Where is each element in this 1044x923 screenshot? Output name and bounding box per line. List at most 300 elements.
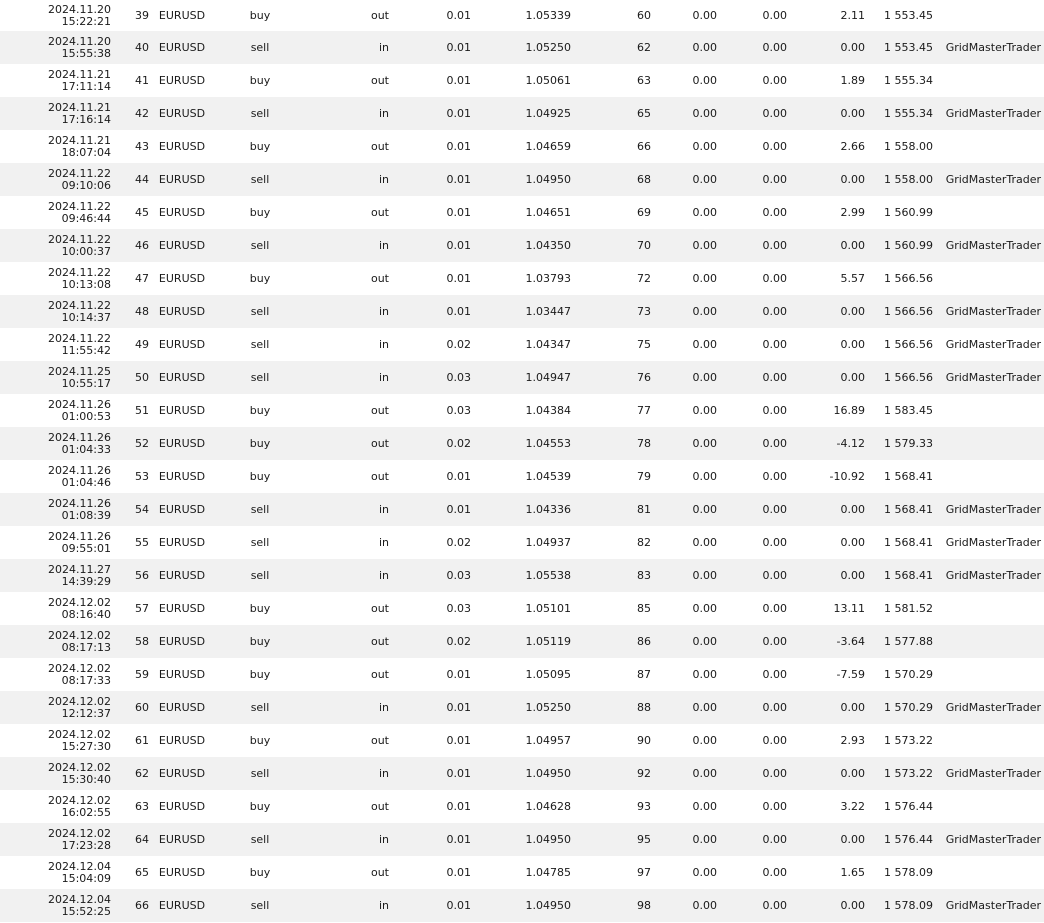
order-cell: 76 xyxy=(574,361,654,394)
price-cell: 1.03447 xyxy=(474,295,574,328)
time-cell xyxy=(0,658,114,691)
time-cell xyxy=(0,229,114,262)
time-cell xyxy=(0,196,114,229)
price-cell: 1.05119 xyxy=(474,625,574,658)
time-cell xyxy=(0,757,114,790)
comment-cell: GridMasterTrader xyxy=(945,536,1041,549)
balance-cell: 1 566.56 xyxy=(884,272,933,285)
deal-number-cell: 65 xyxy=(135,866,149,879)
time-clock: 15:55:38 xyxy=(61,46,111,60)
table-row[interactable] xyxy=(0,97,1044,130)
time-cell xyxy=(0,262,114,295)
profit-cell: 0.00 xyxy=(840,338,865,351)
time-clock: 17:11:14 xyxy=(61,79,111,93)
symbol-cell: EURUSD xyxy=(152,625,212,658)
direction-cell: in xyxy=(308,823,392,856)
deal-number-cell: 62 xyxy=(114,757,152,790)
comment-cell xyxy=(936,427,1044,460)
symbol-cell: EURUSD xyxy=(152,427,212,460)
profit-cell: 0.00 xyxy=(790,757,868,790)
deal-number-cell: 53 xyxy=(135,470,149,483)
order-cell: 68 xyxy=(574,163,654,196)
type-cell: sell xyxy=(212,889,308,922)
deal-number-cell: 60 xyxy=(114,691,152,724)
direction-cell: in xyxy=(378,338,389,351)
table-row[interactable] xyxy=(0,394,1044,427)
price-cell: 1.04947 xyxy=(474,361,574,394)
balance-cell: 1 555.34 xyxy=(868,97,936,130)
swap-cell: 0.00 xyxy=(762,206,787,219)
balance-cell: 1 568.41 xyxy=(868,493,936,526)
volume-cell: 0.01 xyxy=(392,163,474,196)
time-date: 2024.11.26 xyxy=(48,496,111,510)
table-row[interactable] xyxy=(0,790,1044,823)
volume-cell: 0.03 xyxy=(392,361,474,394)
symbol-cell: EURUSD xyxy=(158,800,206,813)
time-clock: 11:55:42 xyxy=(61,343,111,357)
type-cell: buy xyxy=(249,272,271,285)
time-cell xyxy=(0,823,114,856)
comment-cell xyxy=(936,196,1044,229)
swap-cell: 0.00 xyxy=(720,559,790,592)
symbol-cell: EURUSD xyxy=(158,9,206,22)
table-row[interactable] xyxy=(0,493,1044,526)
comment-cell xyxy=(936,0,1044,31)
table-row[interactable] xyxy=(0,559,1044,592)
direction-cell: out xyxy=(370,404,389,417)
type-cell: buy xyxy=(249,734,271,747)
volume-cell: 0.01 xyxy=(392,823,474,856)
deal-number-cell: 42 xyxy=(114,97,152,130)
price-cell: 1.04950 xyxy=(474,823,574,856)
swap-cell: 0.00 xyxy=(720,31,790,64)
type-cell: sell xyxy=(212,823,308,856)
commission-cell: 0.00 xyxy=(654,361,720,394)
table-row[interactable] xyxy=(0,592,1044,625)
deal-number-cell: 55 xyxy=(135,536,149,549)
swap-cell: 0.00 xyxy=(762,668,787,681)
profit-cell: 2.66 xyxy=(840,140,865,153)
type-cell: sell xyxy=(212,295,308,328)
balance-cell: 1 555.34 xyxy=(884,74,933,87)
type-cell: sell xyxy=(212,757,308,790)
type-cell: buy xyxy=(212,427,308,460)
order-cell: 86 xyxy=(574,625,654,658)
swap-cell: 0.00 xyxy=(762,338,787,351)
order-cell: 72 xyxy=(637,272,651,285)
deal-number-cell: 48 xyxy=(114,295,152,328)
time-date: 2024.11.22 xyxy=(48,232,111,246)
time-date: 2024.12.02 xyxy=(48,760,111,774)
time-date: 2024.11.21 xyxy=(48,100,111,114)
symbol-cell: EURUSD xyxy=(152,493,212,526)
table-row[interactable] xyxy=(0,295,1044,328)
time-cell xyxy=(0,493,114,526)
time-cell xyxy=(0,427,114,460)
time-date: 2024.12.02 xyxy=(48,793,111,807)
commission-cell: 0.00 xyxy=(654,889,720,922)
balance-cell: 1 576.44 xyxy=(884,800,933,813)
table-row[interactable] xyxy=(0,460,1044,493)
type-cell: buy xyxy=(249,404,271,417)
balance-cell: 1 568.41 xyxy=(884,536,933,549)
profit-cell: -3.64 xyxy=(790,625,868,658)
time-cell xyxy=(0,460,114,493)
type-cell: buy xyxy=(249,206,271,219)
volume-cell: 0.01 xyxy=(446,470,471,483)
deal-number-cell: 61 xyxy=(135,734,149,747)
direction-cell: in xyxy=(308,295,392,328)
profit-cell: -4.12 xyxy=(790,427,868,460)
comment-cell: GridMasterTrader xyxy=(936,757,1044,790)
order-cell: 93 xyxy=(637,800,651,813)
comment-cell xyxy=(936,460,1044,493)
balance-cell: 1 560.99 xyxy=(884,206,933,219)
profit-cell: -7.59 xyxy=(836,668,865,681)
deal-number-cell: 41 xyxy=(135,74,149,87)
balance-cell: 1 568.41 xyxy=(868,559,936,592)
order-cell: 83 xyxy=(574,559,654,592)
volume-cell: 0.01 xyxy=(446,9,471,22)
symbol-cell: EURUSD xyxy=(158,206,206,219)
table-row[interactable] xyxy=(0,0,1044,31)
time-clock: 09:10:06 xyxy=(61,178,111,192)
type-cell: sell xyxy=(212,229,308,262)
price-cell: 1.04659 xyxy=(525,140,571,153)
time-date: 2024.12.04 xyxy=(48,859,111,873)
table-row[interactable] xyxy=(0,526,1044,559)
profit-cell: 0.00 xyxy=(790,163,868,196)
time-clock: 01:04:46 xyxy=(61,475,111,489)
type-cell: sell xyxy=(212,31,308,64)
time-clock: 10:13:08 xyxy=(61,277,111,291)
direction-cell: out xyxy=(370,140,389,153)
table-row[interactable] xyxy=(0,196,1044,229)
comment-cell: GridMasterTrader xyxy=(945,338,1041,351)
swap-cell: 0.00 xyxy=(720,757,790,790)
profit-cell: 13.11 xyxy=(833,602,865,615)
price-cell: 1.05061 xyxy=(525,74,571,87)
order-cell: 73 xyxy=(574,295,654,328)
comment-cell xyxy=(936,724,1044,757)
balance-cell: 1 566.56 xyxy=(868,361,936,394)
time-date: 2024.12.02 xyxy=(48,694,111,708)
profit-cell: 0.00 xyxy=(790,493,868,526)
type-cell: sell xyxy=(212,97,308,130)
direction-cell: out xyxy=(308,427,392,460)
balance-cell: 1 570.29 xyxy=(884,668,933,681)
direction-cell: in xyxy=(308,757,392,790)
order-cell: 66 xyxy=(637,140,651,153)
symbol-cell: EURUSD xyxy=(152,229,212,262)
direction-cell: out xyxy=(370,800,389,813)
order-cell: 85 xyxy=(637,602,651,615)
commission-cell: 0.00 xyxy=(654,493,720,526)
direction-cell: out xyxy=(370,9,389,22)
order-cell: 70 xyxy=(574,229,654,262)
balance-cell: 1 568.41 xyxy=(884,470,933,483)
type-cell: buy xyxy=(249,74,271,87)
time-clock: 18:07:04 xyxy=(61,145,111,159)
volume-cell: 0.01 xyxy=(446,668,471,681)
order-cell: 87 xyxy=(637,668,651,681)
time-date: 2024.12.02 xyxy=(48,628,111,642)
swap-cell: 0.00 xyxy=(720,163,790,196)
symbol-cell: EURUSD xyxy=(152,163,212,196)
table-row[interactable] xyxy=(0,823,1044,856)
deal-number-cell: 40 xyxy=(114,31,152,64)
time-date: 2024.11.21 xyxy=(48,67,111,81)
swap-cell: 0.00 xyxy=(720,229,790,262)
price-cell: 1.04957 xyxy=(525,734,571,747)
order-cell: 81 xyxy=(574,493,654,526)
profit-cell: 2.99 xyxy=(840,206,865,219)
time-clock: 16:02:55 xyxy=(61,805,111,819)
volume-cell: 0.01 xyxy=(446,74,471,87)
direction-cell: in xyxy=(308,889,392,922)
table-row[interactable] xyxy=(0,856,1044,889)
volume-cell: 0.01 xyxy=(392,757,474,790)
price-cell: 1.04553 xyxy=(474,427,574,460)
direction-cell: out xyxy=(370,74,389,87)
balance-cell: 1 573.22 xyxy=(884,734,933,747)
type-cell: buy xyxy=(249,140,271,153)
time-clock: 17:23:28 xyxy=(61,838,111,852)
table-row[interactable] xyxy=(0,328,1044,361)
volume-cell: 0.01 xyxy=(392,295,474,328)
balance-cell: 1 558.00 xyxy=(868,163,936,196)
balance-cell: 1 578.09 xyxy=(868,889,936,922)
time-clock: 10:14:37 xyxy=(61,310,111,324)
symbol-cell: EURUSD xyxy=(152,295,212,328)
commission-cell: 0.00 xyxy=(692,140,717,153)
table-row[interactable] xyxy=(0,163,1044,196)
commission-cell: 0.00 xyxy=(654,559,720,592)
commission-cell: 0.00 xyxy=(654,625,720,658)
time-clock: 10:00:37 xyxy=(61,244,111,258)
time-date: 2024.11.25 xyxy=(48,364,111,378)
time-cell xyxy=(0,691,114,724)
direction-cell: out xyxy=(370,272,389,285)
price-cell: 1.05538 xyxy=(474,559,574,592)
swap-cell: 0.00 xyxy=(762,140,787,153)
volume-cell: 0.02 xyxy=(446,338,471,351)
time-date: 2024.11.22 xyxy=(48,331,111,345)
table-row[interactable] xyxy=(0,262,1044,295)
order-cell: 88 xyxy=(574,691,654,724)
deal-number-cell: 56 xyxy=(114,559,152,592)
profit-cell: 0.00 xyxy=(790,31,868,64)
order-cell: 98 xyxy=(574,889,654,922)
swap-cell: 0.00 xyxy=(762,272,787,285)
time-clock: 12:12:37 xyxy=(61,706,111,720)
time-date: 2024.11.26 xyxy=(48,463,111,477)
time-cell xyxy=(0,856,114,889)
symbol-cell: EURUSD xyxy=(152,559,212,592)
symbol-cell: EURUSD xyxy=(158,668,206,681)
time-date: 2024.12.02 xyxy=(48,595,111,609)
table-row[interactable] xyxy=(0,427,1044,460)
price-cell: 1.04336 xyxy=(474,493,574,526)
deal-number-cell: 49 xyxy=(135,338,149,351)
price-cell: 1.04628 xyxy=(525,800,571,813)
table-row[interactable] xyxy=(0,625,1044,658)
table-row[interactable] xyxy=(0,130,1044,163)
volume-cell: 0.01 xyxy=(392,889,474,922)
comment-cell: GridMasterTrader xyxy=(936,163,1044,196)
symbol-cell: EURUSD xyxy=(158,536,206,549)
commission-cell: 0.00 xyxy=(692,668,717,681)
symbol-cell: EURUSD xyxy=(158,602,206,615)
volume-cell: 0.01 xyxy=(392,229,474,262)
time-date: 2024.11.21 xyxy=(48,133,111,147)
profit-cell: -10.92 xyxy=(829,470,865,483)
commission-cell: 0.00 xyxy=(692,338,717,351)
deal-number-cell: 44 xyxy=(114,163,152,196)
time-cell xyxy=(0,592,114,625)
swap-cell: 0.00 xyxy=(720,295,790,328)
symbol-cell: EURUSD xyxy=(152,31,212,64)
volume-cell: 0.02 xyxy=(392,625,474,658)
commission-cell: 0.00 xyxy=(654,295,720,328)
profit-cell: 0.00 xyxy=(790,559,868,592)
table-row[interactable] xyxy=(0,229,1044,262)
time-cell xyxy=(0,361,114,394)
volume-cell: 0.03 xyxy=(392,559,474,592)
table-row[interactable] xyxy=(0,64,1044,97)
time-cell xyxy=(0,790,114,823)
order-cell: 78 xyxy=(574,427,654,460)
order-cell: 65 xyxy=(574,97,654,130)
volume-cell: 0.03 xyxy=(446,602,471,615)
time-cell xyxy=(0,625,114,658)
swap-cell: 0.00 xyxy=(762,74,787,87)
order-cell: 77 xyxy=(637,404,651,417)
direction-cell: in xyxy=(308,493,392,526)
table-row[interactable] xyxy=(0,31,1044,64)
symbol-cell: EURUSD xyxy=(158,866,206,879)
profit-cell: 2.11 xyxy=(840,9,865,22)
symbol-cell: EURUSD xyxy=(158,404,206,417)
commission-cell: 0.00 xyxy=(654,31,720,64)
table-row[interactable] xyxy=(0,658,1044,691)
deal-number-cell: 51 xyxy=(135,404,149,417)
profit-cell: 0.00 xyxy=(790,361,868,394)
symbol-cell: EURUSD xyxy=(158,74,206,87)
time-date: 2024.11.26 xyxy=(48,397,111,411)
symbol-cell: EURUSD xyxy=(158,470,206,483)
balance-cell: 1 560.99 xyxy=(868,229,936,262)
time-clock: 08:17:33 xyxy=(61,673,111,687)
time-clock: 10:55:17 xyxy=(61,376,111,390)
type-cell: buy xyxy=(249,602,271,615)
swap-cell: 0.00 xyxy=(720,427,790,460)
balance-cell: 1 553.45 xyxy=(884,9,933,22)
commission-cell: 0.00 xyxy=(654,757,720,790)
deal-number-cell: 64 xyxy=(114,823,152,856)
volume-cell: 0.01 xyxy=(446,206,471,219)
direction-cell: out xyxy=(370,866,389,879)
volume-cell: 0.01 xyxy=(446,734,471,747)
balance-cell: 1 577.88 xyxy=(868,625,936,658)
balance-cell: 1 566.56 xyxy=(884,338,933,351)
direction-cell: in xyxy=(308,361,392,394)
symbol-cell: EURUSD xyxy=(158,338,206,351)
balance-cell: 1 573.22 xyxy=(868,757,936,790)
table-row[interactable] xyxy=(0,691,1044,724)
balance-cell: 1 581.52 xyxy=(884,602,933,615)
deal-number-cell: 57 xyxy=(135,602,149,615)
table-row[interactable] xyxy=(0,361,1044,394)
time-cell xyxy=(0,0,114,31)
price-cell: 1.05339 xyxy=(525,9,571,22)
comment-cell xyxy=(936,625,1044,658)
price-cell: 1.04384 xyxy=(525,404,571,417)
time-clock: 15:30:40 xyxy=(61,772,111,786)
profit-cell: 0.00 xyxy=(790,691,868,724)
order-cell: 62 xyxy=(574,31,654,64)
time-clock: 14:39:29 xyxy=(61,574,111,588)
comment-cell: GridMasterTrader xyxy=(936,493,1044,526)
direction-cell: out xyxy=(370,206,389,219)
table-row[interactable] xyxy=(0,757,1044,790)
swap-cell: 0.00 xyxy=(762,734,787,747)
profit-cell: 5.57 xyxy=(840,272,865,285)
comment-cell: GridMasterTrader xyxy=(936,361,1044,394)
time-date: 2024.11.20 xyxy=(48,34,111,48)
comment-cell: GridMasterTrader xyxy=(936,691,1044,724)
time-cell xyxy=(0,724,114,757)
time-date: 2024.12.02 xyxy=(48,727,111,741)
volume-cell: 0.01 xyxy=(446,800,471,813)
volume-cell: 0.01 xyxy=(446,140,471,153)
volume-cell: 0.02 xyxy=(392,427,474,460)
comment-cell xyxy=(936,592,1044,625)
deal-number-cell: 52 xyxy=(114,427,152,460)
deal-number-cell: 59 xyxy=(135,668,149,681)
volume-cell: 0.01 xyxy=(392,31,474,64)
type-cell: buy xyxy=(249,866,271,879)
type-cell: sell xyxy=(212,163,308,196)
order-cell: 63 xyxy=(637,74,651,87)
commission-cell: 0.00 xyxy=(692,866,717,879)
time-cell xyxy=(0,130,114,163)
symbol-cell: EURUSD xyxy=(152,97,212,130)
volume-cell: 0.02 xyxy=(446,536,471,549)
commission-cell: 0.00 xyxy=(654,97,720,130)
time-clock: 09:55:01 xyxy=(61,541,111,555)
table-row[interactable] xyxy=(0,889,1044,922)
price-cell: 1.04651 xyxy=(525,206,571,219)
comment-cell xyxy=(936,64,1044,97)
type-cell: sell xyxy=(250,338,270,351)
volume-cell: 0.03 xyxy=(446,404,471,417)
comment-cell xyxy=(936,394,1044,427)
comment-cell xyxy=(936,658,1044,691)
swap-cell: 0.00 xyxy=(720,691,790,724)
symbol-cell: EURUSD xyxy=(158,140,206,153)
time-cell xyxy=(0,31,114,64)
direction-cell: in xyxy=(308,31,392,64)
deal-number-cell: 46 xyxy=(114,229,152,262)
time-cell xyxy=(0,559,114,592)
time-cell xyxy=(0,295,114,328)
commission-cell: 0.00 xyxy=(692,602,717,615)
commission-cell: 0.00 xyxy=(692,470,717,483)
time-cell xyxy=(0,64,114,97)
price-cell: 1.04950 xyxy=(474,757,574,790)
table-row[interactable] xyxy=(0,724,1044,757)
